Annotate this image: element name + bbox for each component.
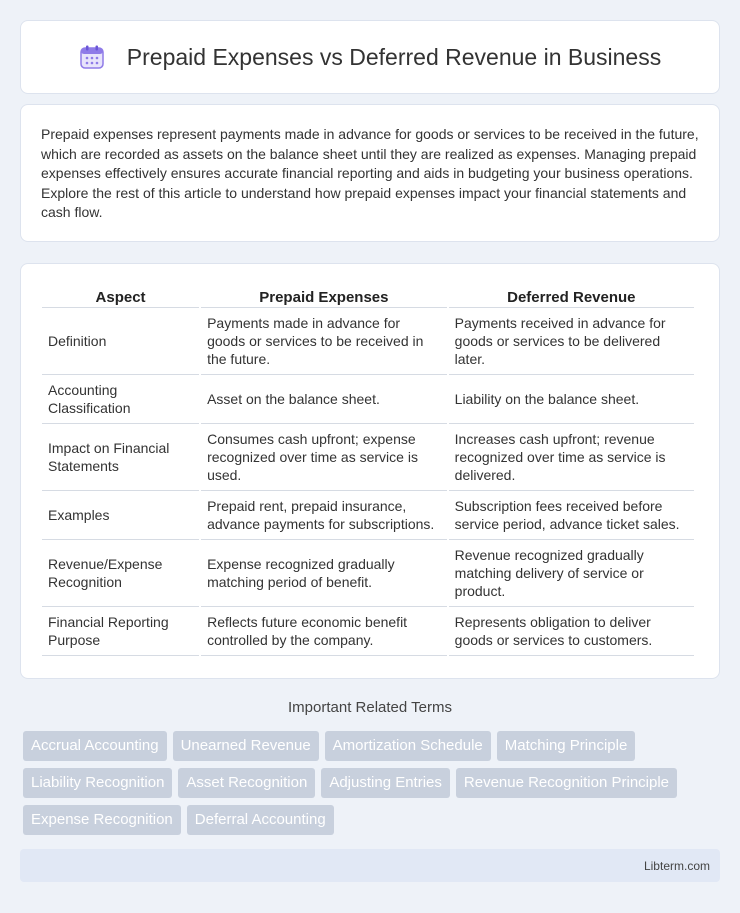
intro-card — [20, 104, 720, 242]
header-aspect: Aspect — [42, 284, 199, 308]
related-terms-title: Important Related Terms — [288, 699, 452, 716]
header-prepaid-expenses: Prepaid Expenses — [201, 284, 447, 308]
row-aspect: Revenue/Expense Recognition — [42, 540, 199, 607]
related-terms-section — [0, 699, 740, 729]
comparison-table — [40, 284, 696, 656]
row-deferred: Liability on the balance sheet. — [449, 375, 694, 424]
tag-unearned-revenue[interactable]: Unearned Revenue — [173, 731, 319, 761]
row-aspect: Examples — [42, 491, 199, 540]
row-aspect: Definition — [42, 308, 199, 375]
row-deferred: Payments received in advance for goods or services to be delivered later. — [449, 308, 694, 375]
row-prepaid: Asset on the balance sheet. — [201, 375, 447, 424]
table-row — [42, 308, 694, 375]
row-deferred: Represents obligation to deliver goods or services to customers. — [449, 607, 694, 656]
table-row — [42, 375, 694, 424]
row-prepaid: Expense recognized gradually matching period of benefit. — [201, 540, 447, 607]
tag-amortization-schedule[interactable]: Amortization Schedule — [325, 731, 491, 761]
comparison-table-card — [20, 263, 720, 679]
table-header-row — [42, 284, 694, 308]
row-deferred: Increases cash upfront; revenue recognized over time as service is delivered. — [449, 424, 694, 491]
calendar-icon — [79, 44, 105, 70]
tag-revenue-recognition-principle[interactable]: Revenue Recognition Principle — [456, 768, 677, 798]
tag-liability-recognition[interactable]: Liability Recognition — [23, 768, 172, 798]
tag-expense-recognition[interactable]: Expense Recognition — [23, 805, 181, 835]
row-aspect: Accounting Classification — [42, 375, 199, 424]
page-title: Prepaid Expenses vs Deferred Revenue in Business — [126, 43, 662, 70]
row-prepaid: Payments made in advance for goods or services to be received in the future. — [201, 308, 447, 375]
row-prepaid: Reflects future economic benefit controlled by the company. — [201, 607, 447, 656]
table-row — [42, 540, 694, 607]
header-deferred-revenue: Deferred Revenue — [449, 284, 694, 308]
row-deferred: Subscription fees received before service period, advance ticket sales. — [449, 491, 694, 540]
row-deferred: Revenue recognized gradually matching delivery of service or product. — [449, 540, 694, 607]
header-card — [20, 20, 720, 94]
table-row — [42, 607, 694, 656]
tag-asset-recognition[interactable]: Asset Recognition — [178, 768, 315, 798]
intro-paragraph: Prepaid expenses represent payments made in advance for goods or services to be received in the future, which are recorded as assets on the balance sheet until they are realized as expenses. Managing prepaid expenses effectively ensures accurate financial reporting and aids in budgeting your business operations. Explore the rest of this article to understand how prepaid expenses impact your financial statements and cash flow. — [41, 126, 699, 220]
related-terms-list — [23, 731, 723, 842]
tag-deferral-accounting[interactable]: Deferral Accounting — [187, 805, 334, 835]
footer — [20, 849, 720, 882]
row-prepaid: Consumes cash upfront; expense recognized over time as service is used. — [201, 424, 447, 491]
table-row — [42, 491, 694, 540]
row-aspect: Financial Reporting Purpose — [42, 607, 199, 656]
tag-adjusting-entries[interactable]: Adjusting Entries — [321, 768, 450, 798]
tag-accrual-accounting[interactable]: Accrual Accounting — [23, 731, 167, 761]
tag-matching-principle[interactable]: Matching Principle — [497, 731, 636, 761]
table-row — [42, 424, 694, 491]
row-prepaid: Prepaid rent, prepaid insurance, advance payments for subscriptions. — [201, 491, 447, 540]
footer-site-link[interactable]: Libterm.com — [643, 858, 710, 873]
row-aspect: Impact on Financial Statements — [42, 424, 199, 491]
